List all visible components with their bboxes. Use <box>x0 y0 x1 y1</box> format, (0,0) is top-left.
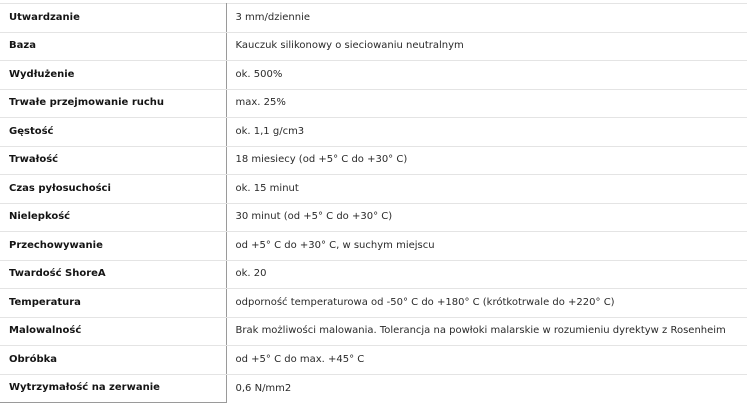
spec-label: Przechowywanie <box>0 232 226 261</box>
spec-label: Malowalność <box>0 317 226 346</box>
spec-label: Trwałość <box>0 146 226 175</box>
spec-value: ok. 500% <box>226 61 747 90</box>
spec-row-processing <box>0 346 747 375</box>
spec-row-curing <box>0 4 747 33</box>
spec-row-paintability <box>0 317 747 346</box>
spec-value: od +5° C do max. +45° C <box>226 346 747 375</box>
spec-row-density <box>0 118 747 147</box>
spec-label: Baza <box>0 32 226 61</box>
spec-label: Trwałe przejmowanie ruchu <box>0 89 226 118</box>
spec-label: Nielepkość <box>0 203 226 232</box>
spec-row-shelf-life <box>0 146 747 175</box>
spec-label: Gęstość <box>0 118 226 147</box>
spec-row-movement <box>0 89 747 118</box>
spec-row-base <box>0 32 747 61</box>
spec-label: Twardość ShoreA <box>0 260 226 289</box>
spec-row-temperature <box>0 289 747 318</box>
spec-label: Utwardzanie <box>0 4 226 33</box>
spec-value: 18 miesiecy (od +5° C do +30° C) <box>226 146 747 175</box>
spec-row-hardness <box>0 260 747 289</box>
spec-value: ok. 15 minut <box>226 175 747 204</box>
spec-label: Obróbka <box>0 346 226 375</box>
spec-label: Temperatura <box>0 289 226 318</box>
spec-label: Wydłużenie <box>0 61 226 90</box>
spec-row-tensile-strength <box>0 374 747 403</box>
spec-value: od +5° C do +30° C, w suchym miejscu <box>226 232 747 261</box>
spec-value: ok. 20 <box>226 260 747 289</box>
spec-row-storage <box>0 232 747 261</box>
spec-value: 3 mm/dziennie <box>226 4 747 33</box>
spec-label: Wytrzymałość na zerwanie <box>0 374 226 403</box>
spec-value: ok. 1,1 g/cm3 <box>226 118 747 147</box>
spec-value: Brak możliwości malowania. Tolerancja na powłoki malarskie w rozumieniu dyrektyw z Rosenheim <box>226 317 747 346</box>
spec-row-tack-free <box>0 203 747 232</box>
spec-value: Kauczuk silikonowy o sieciowaniu neutralnym <box>226 32 747 61</box>
spec-value: 0,6 N/mm2 <box>235 382 292 394</box>
spec-value: odporność temperaturowa od -50° C do +180° C (krótkotrwale do +220° C) <box>226 289 747 318</box>
spec-row-dust-dry-time <box>0 175 747 204</box>
spec-value: 30 minut (od +5° C do +30° C) <box>226 203 747 232</box>
specification-table <box>0 3 747 403</box>
spec-row-elongation <box>0 61 747 90</box>
spec-label: Czas pyłosuchości <box>0 175 226 204</box>
spec-value: max. 25% <box>226 89 747 118</box>
